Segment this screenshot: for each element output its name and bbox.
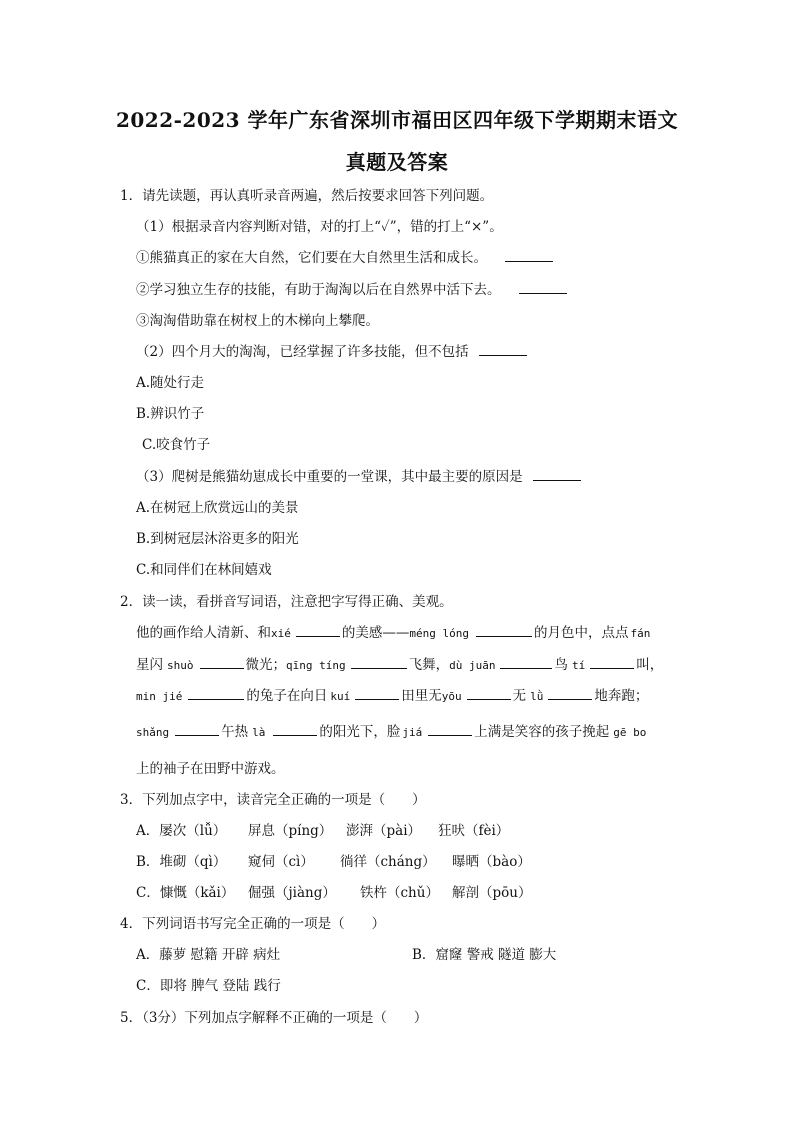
answer-blank[interactable]: [476, 624, 532, 637]
pinyin: xié: [271, 627, 291, 640]
pinyin: min jié: [136, 690, 183, 703]
passage-text: 微光；: [245, 657, 286, 673]
option-item: 徜徉（cháng）: [340, 854, 436, 870]
option-b: B．窟窿 警戒 隧道 膨大: [412, 947, 557, 963]
pinyin: dù juān: [449, 659, 496, 672]
question-5-stem: 5．（3分）下列加点字解释不正确的一项是（ ）: [120, 1010, 428, 1026]
option-item: 屏息（píng）: [248, 823, 333, 839]
pinyin: qīng tíng: [286, 659, 346, 672]
answer-blank[interactable]: [273, 723, 317, 736]
answer-blank[interactable]: [175, 723, 219, 736]
passage-text: 的美感——: [341, 625, 410, 641]
passage-text: 他的画作给人清新、和: [136, 625, 271, 641]
option-item: 铁杵（chǔ）: [360, 885, 439, 901]
question-3-stem: 3．下列加点字中，读音完全正确的一项是（ ）: [120, 792, 426, 808]
answer-blank[interactable]: [296, 624, 340, 637]
pinyin: fán: [630, 627, 651, 640]
option-item: 狂吠（fèi）: [438, 823, 510, 839]
option-item: A．屡次（lǚ）: [136, 823, 227, 839]
question-1-item3: ③淘淘借助靠在树杈上的木梯向上攀爬。: [136, 313, 379, 329]
pinyin: lǜ: [530, 690, 544, 703]
question-1-part2: [136, 342, 529, 362]
answer-blank[interactable]: [500, 656, 552, 669]
question-3-row-c: [136, 883, 696, 903]
pinyin: kuí: [330, 690, 351, 703]
option-item: C．慷慨（kǎi）: [136, 885, 235, 901]
part-text: （2）四个月大的淘淘，已经掌握了许多技能，但不包括: [136, 344, 469, 360]
option-item: 澎湃（pài）: [346, 823, 422, 839]
part-text: （3）爬树是熊猫幼崽成长中重要的一堂课，其中最主要的原因是: [136, 469, 523, 485]
pinyin-line-3: [136, 686, 648, 707]
passage-text: 的月色中，点点: [533, 625, 629, 641]
option-item: 解剖（pōu）: [452, 885, 532, 901]
answer-blank[interactable]: [188, 687, 244, 700]
question-1-stem: 1．请先读题，再认真听录音两遍，然后按要求回答下列问题。: [120, 188, 494, 204]
option-b: B.辨识竹子: [136, 406, 205, 422]
passage-text: 的兔子在向日: [246, 688, 328, 704]
answer-blank[interactable]: [590, 656, 634, 669]
question-1-part3: [136, 467, 583, 487]
pinyin-line-4: [136, 722, 646, 743]
question-4-stem: 4．下列词语书写完全正确的一项是（ ）: [120, 916, 386, 932]
answer-blank[interactable]: [519, 281, 567, 294]
passage-text: 地奔跑；: [594, 688, 649, 704]
pinyin: jiá: [402, 726, 423, 739]
answer-blank[interactable]: [351, 656, 407, 669]
pinyin-line-1: [136, 623, 650, 644]
passage-text: 午热: [221, 724, 249, 740]
pinyin-line-5: 上的袖子在田野中游戏。: [136, 761, 285, 777]
option-item: 窥伺（cì）: [248, 854, 314, 870]
option-c: C.咬食竹子: [142, 437, 211, 453]
answer-blank[interactable]: [200, 656, 244, 669]
passage-text: 的阳光下，脸: [319, 724, 401, 740]
pinyin: gē bo: [613, 726, 647, 739]
question-1-part1: （1）根据录音内容判断对错，对的打上“✓”，错的打上“×”。: [136, 219, 503, 235]
item-text: ①熊猫真正的家在大自然，它们要在大自然里生活和成长。: [136, 250, 487, 266]
answer-blank[interactable]: [505, 249, 553, 262]
option-b: B.到树冠层沐浴更多的阳光: [136, 531, 299, 547]
question-3-row-b: [136, 852, 696, 872]
answer-blank[interactable]: [428, 723, 472, 736]
answer-blank[interactable]: [467, 687, 511, 700]
pinyin: shǎng: [136, 726, 170, 739]
passage-text: 田里无: [401, 688, 442, 704]
pinyin: yōu: [441, 690, 462, 703]
option-a: A.在树冠上欣赏远山的美景: [136, 500, 299, 516]
page-title-line1: 2022-2023 学年广东省深圳市福田区四年级下学期期末语文: [115, 108, 679, 132]
item-text: ②学习独立生存的技能，有助于淘淘以后在自然界中活下去。: [136, 282, 501, 298]
option-item: 倔强（jiàng）: [248, 885, 336, 901]
answer-blank[interactable]: [548, 687, 592, 700]
question-1-item2: [136, 280, 569, 300]
option-item: 曝晒（bào）: [452, 854, 531, 870]
passage-text: 叫，: [636, 657, 664, 673]
option-a: A．藤萝 慰籍 开辟 病灶: [136, 947, 281, 963]
passage-text: 星闪: [136, 657, 163, 673]
pinyin-line-2: [136, 655, 663, 676]
answer-blank[interactable]: [533, 468, 581, 481]
passage-text: 上满是笑容的孩子挽起: [474, 724, 610, 740]
question-2-stem: 2．读一读，看拼音写词语，注意把字写得正确、美观。: [120, 594, 453, 610]
question-3-row-a: [136, 821, 696, 841]
passage-text: 飞舞，: [408, 657, 450, 673]
option-item: B．堆砌（qì）: [136, 854, 227, 870]
option-a: A.随处行走: [136, 375, 205, 391]
pinyin: méng lóng: [409, 627, 469, 640]
answer-blank[interactable]: [355, 687, 399, 700]
passage-text: 无: [512, 688, 527, 704]
passage-text: 鸟: [554, 657, 568, 673]
pinyin: là: [252, 726, 266, 739]
pinyin: tí: [571, 659, 586, 672]
option-c: C．即将 脾气 登陆 践行: [136, 978, 281, 994]
answer-blank[interactable]: [479, 343, 527, 356]
question-1-item1: [136, 248, 555, 268]
pinyin: shuò: [167, 659, 194, 672]
option-c: C.和同伴们在林间嬉戏: [136, 562, 272, 578]
page-title-line2: 真题及答案: [345, 150, 449, 174]
